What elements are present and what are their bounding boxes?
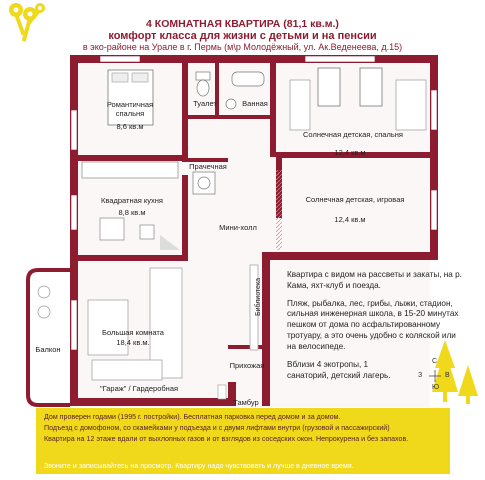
room-garage-name: "Гараж" / Гардеробная — [99, 384, 179, 393]
side-p1: Квартира с видом на рассветы и закаты, на р. Кама, яхт-клуб и поезда. — [287, 270, 462, 290]
room-library-name: Библиотека — [255, 277, 262, 316]
room-balcony-name: Балкон — [35, 345, 61, 354]
room-mini-hall-name: Мини-холл — [219, 223, 257, 232]
side-description — [287, 270, 477, 388]
side-p3: Вблизи 4 экотропы, 1 санаторий, детский лагерь. — [287, 359, 391, 380]
room-kids-bedroom-name: Солнечная детская, спальня — [303, 130, 403, 139]
room-kids-bedroom-area: 12,4 кв.м — [334, 148, 366, 157]
room-hallway-name: Прихожая — [229, 361, 265, 370]
room-toilet-name: Туалет — [193, 99, 217, 108]
info-line-2: Подъезд с домофоном, со скамейками у подъезда и с двумя лифтами внутри (грузовой и пассажирский) — [44, 424, 390, 432]
room-big-room-area: 18,4 кв.м. — [116, 338, 150, 347]
room-romantic-area: 8,6 кв.м — [116, 122, 144, 131]
compass-e: В — [445, 372, 450, 379]
title: 4 КОМНАТНАЯ КВАРТИРА (81,1 кв.м.) — [146, 18, 339, 30]
side-p2: Пляж, рыбалка, лес, грибы, лыжи, стадион, сильная инженерная школа, в 15-20 минутах пешком от дома по асфальтированному тротуару, а это очень удобно с коляской или на велосипеде. — [287, 298, 459, 351]
info-banner — [36, 408, 450, 474]
compass-w: З — [418, 372, 423, 379]
info-line-1: Дом проверен годами (1995 г. постройки). Бесплатная парковка перед домом и за домом. — [44, 413, 341, 421]
room-big-room-name: Большая комната — [102, 328, 164, 337]
room-bath-name: Ванная — [242, 99, 268, 108]
info-line-4: Звоните и записывайтесь на просмотр. Квартиру надо чувствовать и лучше в дневное время. — [44, 462, 354, 470]
compass-s: Ю — [432, 384, 440, 391]
room-kids-play-area: 12,4 кв.м — [334, 215, 366, 224]
room-kitchen-name: Квадратная кухня — [101, 196, 163, 205]
subtitle: комфорт класса для жизни с детьми и на пенсии — [108, 30, 377, 42]
room-romantic-name: Романтичная спальня — [106, 100, 154, 119]
room-tambur-name: Тамбур — [233, 398, 259, 407]
address: в эко-районе на Урале в г. Пермь (м\р Молодёжный, ул. Ак.Веденеева, д.15) — [82, 42, 403, 52]
room-laundry-name: Прачечная — [189, 162, 227, 171]
room-kitchen-area: 8,8 кв.м — [118, 208, 146, 217]
compass-n: С — [432, 358, 438, 365]
info-line-3: Квартира на 12 этаже вдали от выхлопных газов и от взглядов из соседских окон. Непрокурена и без запахов. — [44, 435, 409, 443]
room-kids-play-name: Солнечная детская, игровая — [305, 195, 405, 204]
